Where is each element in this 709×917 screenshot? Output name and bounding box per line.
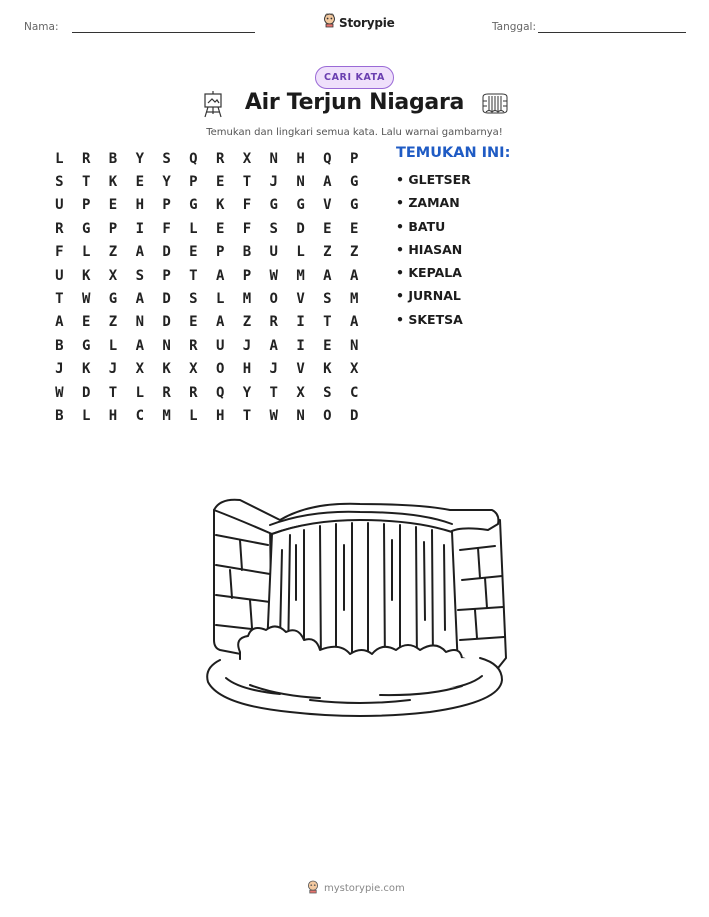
grid-cell[interactable]: B — [242, 244, 252, 261]
grid-cell[interactable]: E — [323, 220, 332, 237]
grid-cell[interactable]: A — [215, 267, 225, 284]
grid-cell[interactable]: A — [269, 337, 278, 354]
date-line[interactable] — [538, 32, 686, 33]
grid-cell[interactable]: G — [189, 197, 198, 214]
grid-cell[interactable]: Z — [323, 244, 332, 261]
page-title: Air Terjun Niagara — [244, 90, 465, 115]
grid-cell[interactable]: R — [215, 150, 225, 167]
grid-cell[interactable]: S — [189, 291, 198, 308]
footer — [307, 879, 405, 898]
grid-cell[interactable]: W — [55, 384, 64, 401]
grid-cell[interactable]: T — [242, 407, 252, 424]
category-badge: CARI KATA — [315, 66, 394, 89]
grid-cell[interactable]: P — [162, 197, 171, 214]
word-list — [396, 170, 471, 333]
instructions: Temukan dan lingkari semua kata. Lalu warnai gambarnya! — [206, 127, 503, 138]
name-line[interactable] — [72, 32, 255, 33]
grid-cell[interactable]: K — [81, 361, 91, 378]
grid-cell[interactable]: J — [108, 361, 118, 378]
grid-cell[interactable]: S — [323, 291, 332, 308]
grid-cell[interactable]: E — [323, 337, 332, 354]
grid-cell[interactable]: U — [55, 197, 64, 214]
word-item: • SKETSA — [396, 311, 463, 327]
grid-cell[interactable]: X — [349, 361, 359, 378]
grid-cell[interactable]: R — [81, 150, 91, 167]
grid-cell[interactable]: X — [296, 384, 305, 401]
grid-cell[interactable]: H — [108, 407, 118, 424]
grid-cell[interactable]: A — [323, 267, 332, 284]
grid-cell[interactable]: S — [269, 220, 278, 237]
grid-cell[interactable]: L — [135, 384, 144, 401]
grid-cell[interactable]: S — [135, 267, 144, 284]
grid-cell[interactable]: Z — [242, 314, 252, 331]
grid-cell[interactable]: L — [81, 244, 91, 261]
grid-cell[interactable]: I — [296, 314, 305, 331]
grid-cell[interactable]: V — [323, 197, 332, 214]
grid-cell[interactable]: N — [296, 174, 305, 191]
grid-cell[interactable]: N — [296, 407, 305, 424]
grid-cell[interactable]: P — [162, 267, 171, 284]
grid-cell[interactable]: N — [269, 150, 278, 167]
grid-cell[interactable]: Q — [215, 384, 225, 401]
grid-cell[interactable]: U — [269, 244, 278, 261]
grid-cell[interactable]: L — [215, 291, 225, 308]
grid-cell[interactable]: X — [189, 361, 198, 378]
grid-cell[interactable]: R — [162, 384, 171, 401]
grid-cell[interactable]: B — [55, 337, 64, 354]
grid-cell[interactable]: F — [242, 197, 252, 214]
grid-cell[interactable]: D — [296, 220, 305, 237]
grid-cell[interactable]: H — [135, 197, 144, 214]
grid-cell[interactable]: V — [296, 291, 305, 308]
grid-cell[interactable]: C — [135, 407, 144, 424]
grid-cell[interactable]: V — [296, 361, 305, 378]
grid-cell[interactable]: Q — [323, 150, 332, 167]
grid-cell[interactable]: L — [189, 220, 198, 237]
grid-cell[interactable]: D — [162, 291, 171, 308]
grid-cell[interactable]: E — [215, 174, 225, 191]
grid-cell[interactable]: G — [108, 291, 118, 308]
grid-cell[interactable]: P — [81, 197, 91, 214]
grid-cell[interactable]: G — [349, 197, 359, 214]
grid-cell[interactable]: O — [215, 361, 225, 378]
grid-cell[interactable]: E — [215, 220, 225, 237]
grid-cell[interactable]: L — [189, 407, 198, 424]
grid-cell[interactable]: X — [108, 267, 118, 284]
grid-cell[interactable]: I — [135, 220, 144, 237]
grid-cell[interactable]: T — [323, 314, 332, 331]
grid-cell[interactable]: D — [162, 244, 171, 261]
grid-cell[interactable]: G — [81, 220, 91, 237]
grid-cell[interactable]: T — [269, 384, 278, 401]
grid-cell[interactable]: R — [189, 384, 198, 401]
date-label: Tanggal: — [492, 21, 536, 33]
grid-cell[interactable]: O — [269, 291, 278, 308]
grid-cell[interactable]: A — [215, 314, 225, 331]
waterfall-icon — [480, 92, 510, 120]
footer-url[interactable]: mystorypie.com — [324, 883, 405, 894]
grid-cell[interactable]: J — [242, 337, 252, 354]
grid-cell[interactable]: N — [162, 337, 171, 354]
grid-cell[interactable]: I — [296, 337, 305, 354]
name-label: Nama: — [24, 21, 59, 33]
grid-cell[interactable]: N — [135, 314, 144, 331]
word-item: • GLETSER — [396, 172, 471, 187]
grid-cell[interactable]: L — [55, 150, 64, 167]
brand-name: Storypie — [339, 15, 395, 30]
grid-cell[interactable]: Z — [108, 314, 118, 331]
grid-cell[interactable]: G — [296, 197, 305, 214]
grid-cell[interactable]: A — [135, 291, 144, 308]
grid-cell[interactable]: J — [269, 174, 278, 191]
grid-cell[interactable]: D — [162, 314, 171, 331]
grid-cell[interactable]: H — [215, 407, 225, 424]
grid-cell[interactable]: H — [242, 361, 252, 378]
grid-cell[interactable]: D — [81, 384, 91, 401]
grid-cell[interactable]: M — [162, 407, 171, 424]
grid-cell[interactable]: G — [349, 174, 359, 191]
grid-cell[interactable]: E — [349, 220, 359, 237]
grid-cell[interactable]: E — [189, 244, 198, 261]
grid-cell[interactable]: P — [189, 174, 198, 191]
grid-cell[interactable]: H — [296, 150, 305, 167]
grid-cell[interactable]: M — [349, 291, 359, 308]
grid-cell[interactable]: M — [242, 291, 252, 308]
grid-cell[interactable]: Q — [189, 150, 198, 167]
grid-cell[interactable]: T — [242, 174, 252, 191]
grid-cell[interactable]: Y — [162, 174, 171, 191]
grid-cell[interactable]: P — [242, 267, 252, 284]
grid-cell[interactable]: D — [349, 407, 359, 424]
grid-cell[interactable]: P — [215, 244, 225, 261]
grid-cell[interactable]: B — [55, 407, 64, 424]
word-list-title: TEMUKAN INI: — [396, 145, 511, 161]
grid-cell[interactable]: F — [162, 220, 171, 237]
grid-cell[interactable]: K — [323, 361, 332, 378]
grid-cell[interactable]: B — [108, 150, 118, 167]
grid-cell[interactable]: W — [269, 407, 278, 424]
grid-cell[interactable]: L — [81, 407, 91, 424]
grid-cell[interactable]: E — [189, 314, 198, 331]
grid-cell[interactable]: Y — [242, 384, 252, 401]
grid-cell[interactable]: U — [215, 337, 225, 354]
grid-cell[interactable]: U — [55, 267, 64, 284]
grid-cell[interactable]: F — [55, 244, 64, 261]
grid-cell[interactable]: Z — [108, 244, 118, 261]
storypie-mascot-icon — [323, 13, 336, 32]
grid-cell[interactable]: E — [108, 197, 118, 214]
grid-cell[interactable]: A — [135, 337, 144, 354]
grid-cell[interactable]: X — [135, 361, 144, 378]
brand-logo — [323, 13, 395, 32]
grid-cell[interactable]: R — [55, 220, 64, 237]
grid-cell[interactable]: L — [296, 244, 305, 261]
grid-cell[interactable]: J — [269, 361, 278, 378]
grid-cell[interactable]: W — [269, 267, 278, 284]
grid-cell[interactable]: T — [81, 174, 91, 191]
grid-cell[interactable]: W — [81, 291, 91, 308]
word-item: • JURNAL — [396, 288, 461, 304]
grid-cell[interactable]: G — [269, 197, 278, 214]
grid-cell[interactable]: Z — [349, 244, 359, 261]
grid-cell[interactable]: E — [81, 314, 91, 331]
grid-cell[interactable]: G — [81, 337, 91, 354]
grid-cell[interactable]: K — [108, 174, 118, 191]
grid-cell[interactable]: K — [162, 361, 171, 378]
grid-cell[interactable]: E — [135, 174, 144, 191]
word-item: • ZAMAN — [396, 195, 460, 211]
grid-cell[interactable]: J — [55, 361, 64, 378]
grid-cell[interactable]: K — [81, 267, 91, 284]
word-item: • HIASAN — [396, 241, 463, 257]
grid-cell[interactable]: S — [55, 174, 64, 191]
grid-cell[interactable]: L — [108, 337, 118, 354]
grid-cell[interactable]: P — [349, 150, 359, 167]
grid-cell[interactable]: S — [323, 384, 332, 401]
grid-cell[interactable]: A — [349, 314, 359, 331]
grid-cell[interactable]: R — [189, 337, 198, 354]
grid-cell[interactable]: K — [215, 197, 225, 214]
grid-cell[interactable]: R — [269, 314, 278, 331]
grid-cell[interactable]: N — [349, 337, 359, 354]
grid-cell[interactable]: X — [242, 150, 252, 167]
grid-cell[interactable]: A — [135, 244, 144, 261]
grid-cell[interactable]: O — [323, 407, 332, 424]
grid-cell[interactable]: A — [323, 174, 332, 191]
grid-cell[interactable]: M — [296, 267, 305, 284]
word-item: • BATU — [396, 218, 446, 234]
grid-cell[interactable]: P — [108, 220, 118, 237]
grid-cell[interactable]: A — [55, 314, 64, 331]
word-item: • KEPALA — [396, 265, 462, 281]
word-search-grid[interactable] — [46, 147, 368, 428]
grid-cell[interactable]: T — [108, 384, 118, 401]
storypie-mascot-icon — [307, 879, 319, 898]
grid-cell[interactable]: T — [189, 267, 198, 284]
grid-cell[interactable]: Y — [135, 150, 144, 167]
grid-cell[interactable]: S — [162, 150, 171, 167]
grid-cell[interactable]: C — [349, 384, 359, 401]
grid-cell[interactable]: F — [242, 220, 252, 237]
grid-cell[interactable]: A — [349, 267, 359, 284]
waterfall-illustration[interactable] — [200, 490, 510, 734]
grid-cell[interactable]: T — [55, 291, 64, 308]
